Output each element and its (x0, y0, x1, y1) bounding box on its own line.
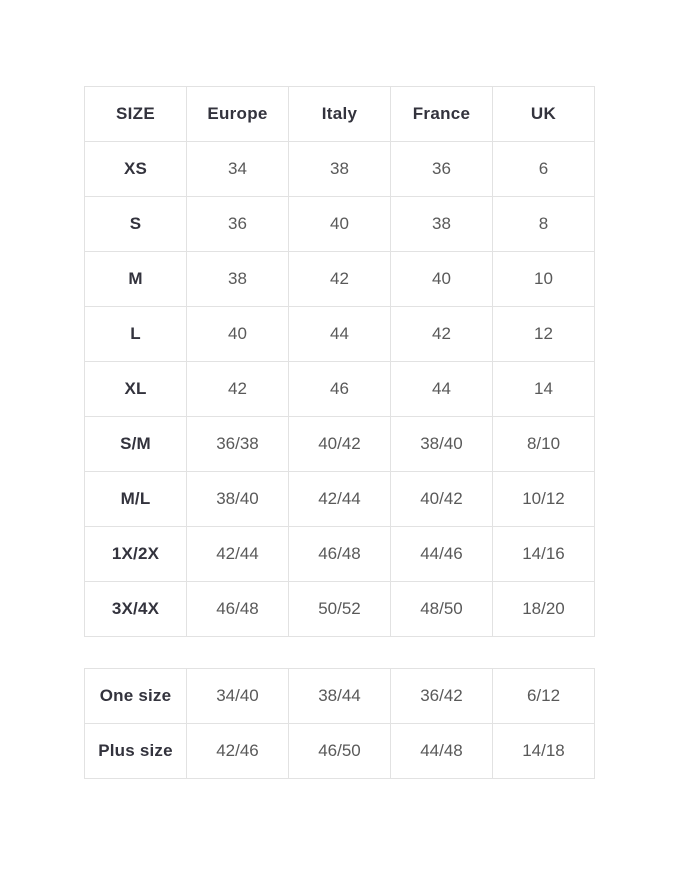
cell-italy: 46/48 (289, 527, 391, 582)
cell-uk: 10 (493, 252, 595, 307)
cell-france: 44/48 (391, 724, 493, 779)
row-label: L (85, 307, 187, 362)
cell-uk: 8 (493, 197, 595, 252)
cell-uk: 14/18 (493, 724, 595, 779)
row-label: M (85, 252, 187, 307)
column-header-size: SIZE (85, 87, 187, 142)
column-header-europe: Europe (187, 87, 289, 142)
cell-uk: 8/10 (493, 417, 595, 472)
cell-france: 36 (391, 142, 493, 197)
table-row-s-m (85, 417, 595, 472)
cell-italy: 40 (289, 197, 391, 252)
cell-france: 38 (391, 197, 493, 252)
column-header-uk: UK (493, 87, 595, 142)
cell-france: 44 (391, 362, 493, 417)
row-label: XS (85, 142, 187, 197)
cell-italy: 40/42 (289, 417, 391, 472)
cell-europe: 42/44 (187, 527, 289, 582)
cell-france: 44/46 (391, 527, 493, 582)
cell-italy: 46/50 (289, 724, 391, 779)
cell-europe: 36 (187, 197, 289, 252)
cell-europe: 38 (187, 252, 289, 307)
cell-italy: 44 (289, 307, 391, 362)
cell-europe: 36/38 (187, 417, 289, 472)
cell-europe: 38/40 (187, 472, 289, 527)
row-label: S (85, 197, 187, 252)
cell-europe: 34/40 (187, 669, 289, 724)
table-row-l (85, 307, 595, 362)
cell-france: 40/42 (391, 472, 493, 527)
table-row-1x-2x (85, 527, 595, 582)
cell-france: 40 (391, 252, 493, 307)
table-row-plus-size (85, 724, 595, 779)
size-conversion-table (84, 86, 595, 637)
cell-uk: 18/20 (493, 582, 595, 637)
cell-uk: 14 (493, 362, 595, 417)
row-label: XL (85, 362, 187, 417)
cell-uk: 14/16 (493, 527, 595, 582)
cell-france: 48/50 (391, 582, 493, 637)
table-row-xl (85, 362, 595, 417)
cell-italy: 42 (289, 252, 391, 307)
cell-europe: 40 (187, 307, 289, 362)
cell-italy: 38 (289, 142, 391, 197)
cell-italy: 42/44 (289, 472, 391, 527)
table-row-3x-4x (85, 582, 595, 637)
column-header-italy: Italy (289, 87, 391, 142)
cell-france: 42 (391, 307, 493, 362)
cell-europe: 42 (187, 362, 289, 417)
cell-italy: 38/44 (289, 669, 391, 724)
cell-france: 36/42 (391, 669, 493, 724)
row-label: One size (85, 669, 187, 724)
cell-france: 38/40 (391, 417, 493, 472)
cell-uk: 10/12 (493, 472, 595, 527)
table-header-row (85, 87, 595, 142)
one-size-plus-size-table (84, 668, 595, 779)
cell-uk: 6 (493, 142, 595, 197)
row-label: M/L (85, 472, 187, 527)
row-label: 1X/2X (85, 527, 187, 582)
column-header-france: France (391, 87, 493, 142)
table-row-s (85, 197, 595, 252)
row-label: Plus size (85, 724, 187, 779)
cell-europe: 34 (187, 142, 289, 197)
row-label: S/M (85, 417, 187, 472)
cell-uk: 6/12 (493, 669, 595, 724)
cell-europe: 42/46 (187, 724, 289, 779)
table-row-xs (85, 142, 595, 197)
cell-uk: 12 (493, 307, 595, 362)
table-row-m-l (85, 472, 595, 527)
cell-europe: 46/48 (187, 582, 289, 637)
table-row-m (85, 252, 595, 307)
cell-italy: 50/52 (289, 582, 391, 637)
cell-italy: 46 (289, 362, 391, 417)
row-label: 3X/4X (85, 582, 187, 637)
table-row-one-size (85, 669, 595, 724)
